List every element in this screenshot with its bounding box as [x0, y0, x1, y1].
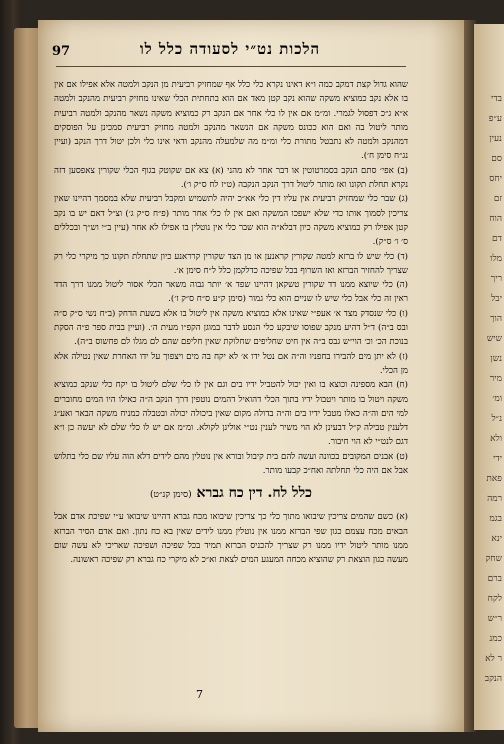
facing-page-fragment: סם: [491, 154, 502, 164]
facing-page-fragment: נעין: [489, 134, 502, 144]
facing-page-fragment: ברם: [487, 574, 502, 584]
section-heading: [54, 484, 408, 504]
facing-page-fragment: ריך: [490, 274, 502, 284]
facing-page-fragment: ר לא: [485, 654, 502, 664]
facing-page-fragment: הוח: [489, 214, 502, 224]
facing-page-fragment: ומ׳: [492, 394, 502, 404]
facing-page-fragment: נ״ל: [491, 414, 502, 424]
header-rule: [56, 66, 406, 67]
facing-page-fragment: הנקב: [484, 674, 502, 684]
facing-page-fragment: ידי: [492, 454, 502, 464]
facing-page-fragment: ר״ש: [487, 614, 502, 624]
facing-page-fragment: בגמ: [489, 514, 502, 524]
signature-mark: 7: [196, 688, 203, 701]
facing-page-fragment: ולא: [490, 434, 502, 444]
paragraph: (ח) הבא מספינה וכוצא בו ואין יכול להטביל ידיו בים וגם אין לו כלי שלם ליטול בו יקח כלי שנקב כמוציא משקה ויטול בו מותר ויטבול ידיו בתוך הכלי דהואיל דהמים נוטפין דרך הנקב ה״ה כאילו היו המים מחוברים למי הים וה״ה כאלו מטבל ידיו בים וה״ה בדולה מקום שאין ביכולה יכולה ובטבלה כמניח משקה הבאר ואע״ג דלענין טבילה ק״ל דבעינן לא הוי משיר לענין נט״י אולינן לקולא. ומ״מ אם יש לו כלי שלם לא יעשה כן ו״א דגם לנט״י לא הוי חיבור.: [54, 380, 408, 448]
paragraph: (ה) כלי שיוצא ממנו דד שקורין טשקאן דהיינו שפד א׳ יותר גבוה משאר הכלי אסור ליטול ממנו דרך הדד ראין זה כלי אבל כלי שיש לו שניים הוא כלי גמור (סימן ק״ע ס״ח ס״ק ז׳).: [54, 280, 408, 305]
paragraph: (א) כשם שהמים צריכין שיבואו מתוך כלי כך צריכין שיבואו מכח גברא דהיינו שיבואו ע״י שפיכת אדם אבל הבאים מכח עצמם כגון שפי הברזא ממנו אין נוטלין ממנו לידים שאין בא כח נתון. ואם אדם הסיר הברזא ממנו מותר ליטול ידיו ממנו רק שצריך להכניס הברזא תמיד בכל שפיכה ושפיכה שאריכי לא עשה שום מעשה כגון הוצאת רק שהוציא מכחה המעגע המים לצאת וא״כ לא מיקרי כח גברא רק שפיכה ראשונה.: [54, 512, 408, 566]
facing-page-fragment: דם: [492, 234, 502, 244]
paragraph: (ו) כלי שנסדק מצד א׳ אעפ״י שאינו אלא כמוציא משקה אין ליטול בו אלא בשעת הדחק (ב״ח נשי ס״ק ס״ה ובס ב״ה) ד״ל דהיע מנקב שפוסו שיבקע כלי הנסע לדבר במוגן הקפ״ו מעית ה׳. (ועיין בבית ספר פ״ה הסקת בנוכת הכ׳ וכ׳ הוי״ש גבס ב״ה אין חיט שחליפים שחלוקת שאין חליפם שהם לם מגלו לם פחשוס ב״ה).: [54, 308, 408, 348]
facing-page-fragment: ע״פ: [488, 114, 502, 124]
facing-page-fragment: נשן: [490, 354, 502, 364]
running-head: הלכות נט״י לסעודה כלל לו: [139, 40, 321, 58]
paragraph: (ג) שבר כלי שמחזיק רביעית אין עליו דין כלי אא״כ יהיה לתשמיש ומקבל רביעית שלא במסמך דהיינו שאין צריכין לסמוך אותו כדי שלא ישפכו המשקה ואם אין לו כלי אחר מותר (פ״ח ס״ק ג׳) וצ״ל דאם יש בו נקב קטן אפילו רק כמוציא משקה כיון דבלא״ה הוא שבר כלי אין נוטלין בו אפילו לא אחר (עיין ב״י וש״ך ובכללים ס׳ ו׳ ס״ק).: [54, 194, 408, 248]
section-title: כלל לח. דין כח גברא: [196, 485, 312, 502]
facing-page-fragment: מיר: [489, 374, 502, 384]
page-number: 97: [52, 44, 71, 59]
facing-page-fragment: כמנ: [489, 634, 502, 644]
facing-page-fragment: מלו: [490, 254, 502, 264]
paragraph: (ב) אפי׳ סתם הנקב בסמרטוטין או דבר אחר לא מהני (א) צא אם שקוטק בגוף הכלי שקורין צאפסען דזה נקרא תחלת תקונו ואז מותר ליטול דרך הנקב הנקבה (ט״ז לח ס״ק ו׳).: [54, 165, 408, 191]
facing-page-fragment: רמה: [487, 494, 502, 504]
paragraph: (ד) כלי שיש לו ברזא למטה שקורין קראנען או מן הצד שקורין קרראנע כיון שתחלת תקונו כך מיקרי כלי רק שצריך להחזיר הברזא ואז השרוף בכל שפיכה כדלקמן כלל ל״ח סימן א׳.: [54, 251, 408, 276]
facing-page-fragment: זם: [493, 194, 502, 204]
main-text: [54, 78, 408, 568]
facing-page-fragment: בדי: [490, 94, 502, 104]
section-reference: (סימן קנ״ט): [150, 490, 192, 501]
facing-page-fragment: הוך: [490, 314, 502, 324]
paragraph: (ז) לא יתן מים להבירו בחפניו וה״ה אם נטל ידו א׳ לא יקח בה מים ויצפוך על ידו האחרת שאין נטילה אלא מן הכלי.: [54, 351, 408, 376]
facing-page-fragment: פאת: [486, 474, 502, 484]
facing-page-fragment: יבל: [491, 294, 502, 304]
facing-page-fragment: שיש: [486, 334, 502, 344]
facing-page-fragment: ינא: [491, 534, 502, 544]
facing-page-fragment: יחס: [489, 174, 502, 184]
paragraph: שהוא גדול קצת דמקב כמה ו״א דאינו נקרא כלי כלל אף שמחזיק רביעית מן הנקב ולמטה אלא אפילו אם אין בו אלא נקב כמוציא משקה שהוא נקב קטן מאד אם הוא בתחתית הכלי שאינו מחזיק רביעית מהנקב ולמטה א״א ג״כ דפסול לגמרי. ומ״מ אם אין לו כלי אחר אם הנקב רק כמוציא משקה נשאר מהנקב ולמטה רביעית מותר ליטול בה ואם הוא ככונס משקה אם הנשאר מהנקב ולמטה מחזיק רביעית סמכינן על הפוסקים דמהנקב ולמטה לא נתבטל מתורת כלי ומ״מ מה שלמעלה מהנקב ודאי אינו כלי ולכן יטול דרך הנקב (ועיין נג״ח סימן ח׳).: [54, 80, 408, 162]
facing-page-fragment: לקח: [487, 594, 502, 604]
facing-page: [474, 24, 504, 730]
paragraph: (ט) אבנים המקובים בכוונה ועשה להם בית קיבול ובורא אין נוטלין מהם לידים דלא הוה עליו שם כלי בתלוש אבל אם היה כלי תחלתה ואח״כ קבעו מותר.: [54, 451, 408, 477]
facing-page-fragment: שחק: [485, 554, 502, 564]
